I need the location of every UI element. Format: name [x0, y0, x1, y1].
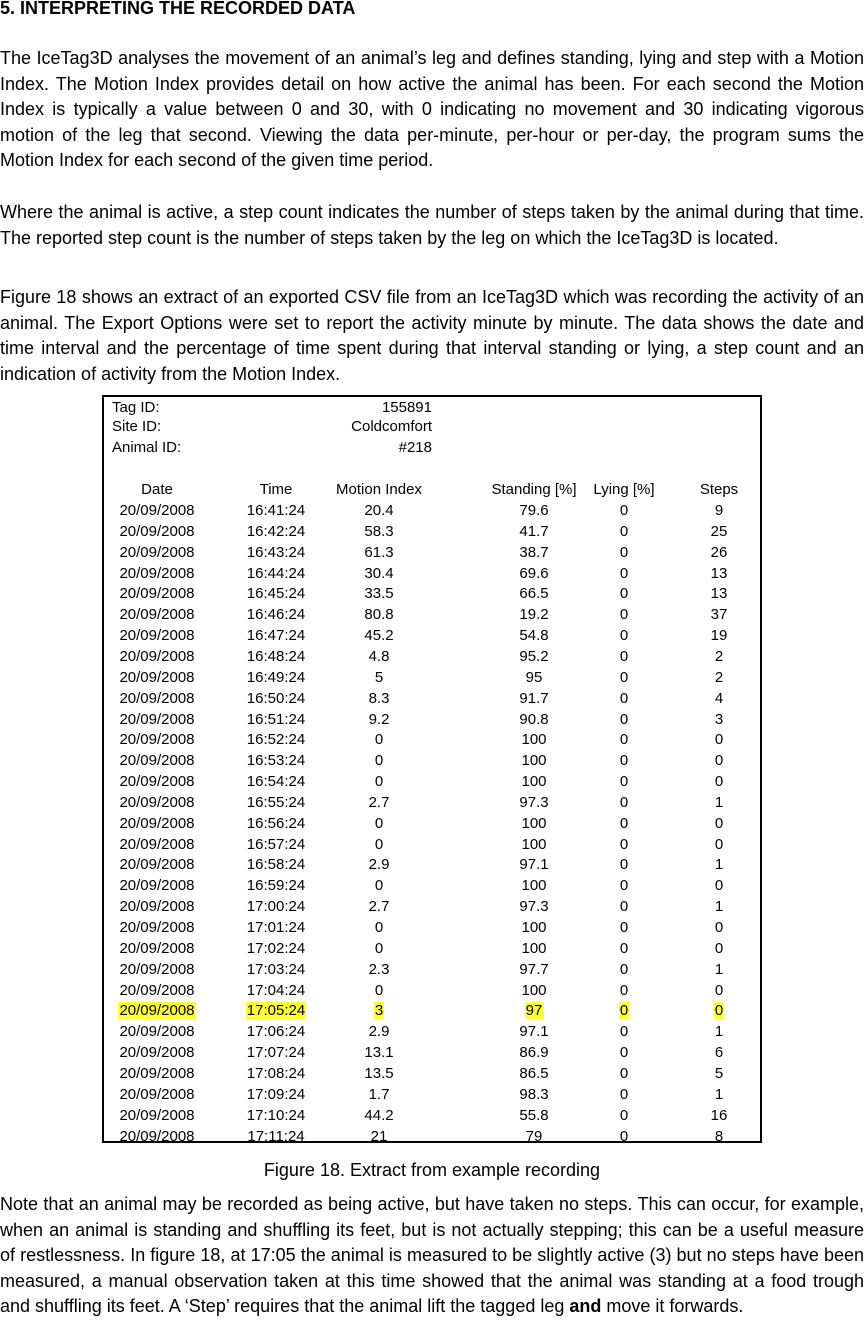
table-row: [104, 959, 760, 980]
cell-time: 17:07:24: [246, 1044, 306, 1062]
cell-motion-index: 21: [370, 1127, 388, 1145]
cell-standing: 100: [521, 939, 547, 957]
table-row: [104, 604, 760, 625]
table-row: [104, 938, 760, 959]
table-row: [104, 792, 760, 813]
paragraph-step-count: Where the animal is active, a step count indicates the number of steps taken by the animal during that time. The reported step count is the number of steps taken by the leg on which the IceTag3D is located.: [0, 202, 864, 248]
cell-lying: 0: [619, 585, 629, 603]
cell-time: 16:47:24: [246, 627, 306, 645]
cell-time: 17:11:24: [247, 1127, 305, 1145]
cell-steps: 6: [714, 1044, 724, 1062]
cell-lying: 0: [619, 773, 629, 791]
cell-date: 20/09/2008: [119, 981, 195, 999]
meta-label: Animal ID:: [112, 439, 182, 456]
cell-standing: 97.1: [519, 1023, 549, 1041]
cell-motion-index: 20.4: [364, 502, 394, 519]
cell-motion-index: 2.9: [368, 856, 390, 874]
cell-date: 20/09/2008: [119, 814, 195, 832]
cell-standing: 55.8: [519, 1106, 549, 1124]
cell-time: 16:54:24: [246, 773, 306, 791]
cell-date: 20/09/2008: [119, 960, 195, 978]
table-row: [104, 1021, 760, 1042]
cell-motion-index: 0: [374, 919, 384, 936]
cell-steps: 0: [714, 773, 724, 791]
cell-steps: 1: [714, 1023, 724, 1041]
cell-motion-index: 1.7: [368, 1085, 390, 1103]
cell-date: 20/09/2008: [119, 1064, 195, 1082]
cell-motion-index: 80.8: [364, 606, 394, 624]
cell-motion-index: 0: [374, 752, 384, 770]
cell-steps: 19: [710, 627, 728, 645]
cell-lying: 0: [619, 793, 629, 811]
cell-motion-index: 0: [374, 773, 384, 791]
cell-time: 16:41:24: [246, 502, 306, 519]
table-row: [104, 917, 760, 938]
paragraph-note: [0, 1192, 864, 1320]
table-row: [104, 709, 760, 730]
table-row: [104, 625, 760, 646]
cell-date: 20/09/2008: [119, 773, 195, 791]
cell-standing: 66.5: [519, 585, 549, 603]
cell-time: 16:56:24: [246, 814, 306, 832]
table-row: [104, 980, 760, 1001]
table-row: [104, 1000, 760, 1021]
cell-lying: 0: [619, 1106, 629, 1124]
cell-time: [234, 1000, 318, 1021]
cell-lying: 0: [619, 668, 629, 686]
cell-time: 16:49:24: [246, 668, 306, 686]
cell-standing: 100: [521, 835, 547, 853]
cell-time: 17:08:24: [246, 1064, 306, 1082]
cell-date: 20/09/2008: [119, 647, 195, 665]
cell-date: 20/09/2008: [119, 1085, 195, 1103]
cell-time: 17:02:24: [246, 939, 306, 957]
note-text-end: move it forwards.: [601, 1296, 744, 1316]
cell-lying: 0: [619, 502, 629, 519]
cell-time: 16:43:24: [246, 543, 306, 561]
cell-date: 20/09/2008: [119, 731, 195, 749]
table-row: [104, 563, 760, 584]
cell-standing: 100: [521, 981, 547, 999]
cell-time: 16:46:24: [246, 606, 306, 624]
cell-motion-index: 33.5: [364, 585, 394, 603]
cell-standing: 100: [521, 773, 547, 791]
cell-date: 20/09/2008: [119, 543, 195, 561]
cell-steps: 1: [714, 1085, 724, 1103]
cell-date: 20/09/2008: [119, 835, 195, 853]
highlight-mark: 3: [374, 1002, 384, 1020]
table-row: [104, 1084, 760, 1105]
cell-standing: 86.9: [519, 1044, 549, 1062]
highlight-mark: 0: [619, 1002, 629, 1020]
cell-motion-index: 2.9: [368, 1023, 390, 1041]
cell-steps: 1: [714, 960, 724, 978]
cell-motion-index: 8.3: [368, 689, 390, 707]
cell-time: 17:01:24: [246, 919, 306, 936]
cell-date: 20/09/2008: [119, 856, 195, 874]
cell-time: 16:51:24: [246, 710, 306, 728]
cell-standing: 100: [521, 731, 547, 749]
cell-motion-index: 2.7: [368, 793, 390, 811]
paragraph-motion-index: The IceTag3D analyses the movement of an animal’s leg and defines standing, lying and step with a Motion Index. The Motion Index provides detail on how active the animal has been. For each second the Motion Index is typically a value between 0 and 30, with 0 indicating no movement and 30 indicating vigorous motion of the leg that second. Viewing the data per-minute, per-hour or per-day, the program sums the Motion Index for each second of the given time period.: [0, 48, 864, 170]
cell-lying: 0: [619, 898, 629, 916]
table-row: [104, 542, 760, 563]
cell-time: 17:09:24: [246, 1085, 306, 1103]
cell-motion-index: 0: [374, 835, 384, 853]
cell-time: 16:59:24: [246, 877, 306, 895]
cell-lying: 0: [619, 731, 629, 749]
cell-steps: 0: [714, 814, 724, 832]
table-row: [104, 1063, 760, 1084]
cell-steps: 13: [710, 564, 728, 582]
table-row: [104, 688, 760, 709]
cell-lying: 0: [619, 564, 629, 582]
cell-lying: 0: [619, 627, 629, 645]
cell-steps: 16: [710, 1106, 728, 1124]
cell-lying: 0: [619, 647, 629, 665]
column-header-motion-index: Motion Index: [336, 481, 422, 498]
cell-time: 17:06:24: [246, 1023, 306, 1041]
cell-date: 20/09/2008: [119, 668, 195, 686]
cell-standing: 95: [525, 668, 543, 686]
cell-steps: 8: [714, 1127, 724, 1145]
cell-date: 20/09/2008: [119, 710, 195, 728]
table-row: [104, 750, 760, 771]
cell-time: 16:42:24: [246, 522, 306, 540]
table-row: [104, 1042, 760, 1063]
cell-motion-index: 4.8: [368, 647, 390, 665]
figure-data-table: [102, 395, 762, 1143]
cell-standing: 97.3: [519, 898, 549, 916]
column-header-steps: Steps: [699, 481, 739, 498]
cell-date: 20/09/2008: [119, 689, 195, 707]
cell-motion-index: 13.1: [364, 1044, 394, 1062]
cell-steps: [674, 1000, 764, 1021]
cell-lying: 0: [619, 1085, 629, 1103]
cell-time: 16:53:24: [246, 752, 306, 770]
cell-date: 20/09/2008: [119, 502, 195, 519]
cell-standing: 98.3: [519, 1085, 549, 1103]
cell-date: 20/09/2008: [119, 877, 195, 895]
column-header-standing: Standing [%]: [491, 481, 577, 498]
cell-date: [112, 1000, 202, 1021]
cell-date: 20/09/2008: [119, 793, 195, 811]
cell-standing: 100: [521, 919, 547, 936]
cell-motion-index: 58.3: [364, 522, 394, 540]
cell-lying: 0: [619, 1127, 629, 1145]
table-row: [104, 667, 760, 688]
cell-motion-index: 5: [374, 668, 384, 686]
cell-lying: 0: [619, 752, 629, 770]
cell-steps: 0: [714, 919, 724, 936]
cell-steps: 2: [714, 647, 724, 665]
cell-standing: 91.7: [519, 689, 549, 707]
cell-date: 20/09/2008: [119, 627, 195, 645]
cell-steps: 26: [710, 543, 728, 561]
cell-lying: 0: [619, 1044, 629, 1062]
cell-standing: 97.7: [519, 960, 549, 978]
cell-date: 20/09/2008: [119, 564, 195, 582]
cell-steps: 1: [714, 793, 724, 811]
cell-lying: 0: [619, 606, 629, 624]
cell-steps: 3: [714, 710, 724, 728]
highlight-mark: 97: [525, 1002, 543, 1020]
cell-time: 16:44:24: [246, 564, 306, 582]
meta-value: 155891: [381, 399, 432, 416]
cell-motion-index: 44.2: [364, 1106, 394, 1124]
cell-time: 16:48:24: [246, 647, 306, 665]
cell-motion-index: 61.3: [364, 543, 394, 561]
cell-lying: 0: [619, 835, 629, 853]
table-row: [104, 521, 760, 542]
cell-steps: 25: [710, 522, 728, 540]
cell-motion-index: 13.5: [364, 1064, 394, 1082]
cell-time: 16:57:24: [246, 835, 306, 853]
cell-steps: 0: [714, 835, 724, 853]
meta-label: Tag ID:: [112, 399, 160, 416]
table-row: [104, 500, 760, 521]
cell-date: 20/09/2008: [119, 752, 195, 770]
cell-date: 20/09/2008: [119, 1106, 195, 1124]
meta-value: Coldcomfort: [351, 418, 432, 435]
meta-value: #218: [398, 439, 432, 456]
column-header-time: Time: [259, 481, 293, 498]
table-row: [104, 813, 760, 834]
column-header-date: Date: [141, 481, 173, 498]
cell-steps: 1: [714, 856, 724, 874]
cell-lying: 0: [619, 981, 629, 999]
highlight-mark: 0: [714, 1002, 724, 1020]
highlight-mark: 20/09/2008: [119, 1002, 195, 1020]
cell-motion-index: 9.2: [368, 710, 390, 728]
cell-standing: 69.6: [519, 564, 549, 582]
cell-time: 16:52:24: [246, 731, 306, 749]
cell-steps: 0: [714, 731, 724, 749]
table-header: [104, 479, 760, 500]
cell-time: 17:04:24: [246, 981, 306, 999]
cell-motion-index: 45.2: [364, 627, 394, 645]
table-row: [104, 1126, 760, 1147]
cell-motion-index: 0: [374, 877, 384, 895]
cell-time: 16:55:24: [246, 793, 306, 811]
cell-standing: 97.3: [519, 793, 549, 811]
cell-standing: 19.2: [519, 606, 549, 624]
cell-time: 16:50:24: [246, 689, 306, 707]
cell-date: 20/09/2008: [119, 585, 195, 603]
cell-motion-index: 0: [374, 731, 384, 749]
note-text: Note that an animal may be recorded as being active, but have taken no steps. This can occur, for example, when an animal is standing and shuffling its feet, but is not actually stepping; this can be a useful measure of restlessness. In figure 18, at 17:05 the animal is measured to be slightly active (3) but no steps have been measured, a manual observation taken at this time showed that the animal was standing at a food trough and shuffling its feet. A ‘Step’ requires that the animal lift the tagged leg: [0, 1194, 864, 1316]
cell-lying: 0: [619, 543, 629, 561]
cell-standing: 90.8: [519, 710, 549, 728]
meta-animal-id: [112, 437, 432, 459]
cell-date: 20/09/2008: [119, 606, 195, 624]
cell-standing: 100: [521, 877, 547, 895]
cell-lying: 0: [619, 522, 629, 540]
cell-motion-index: 0: [374, 939, 384, 957]
cell-standing: 79: [525, 1127, 543, 1145]
cell-steps: 0: [714, 981, 724, 999]
cell-lying: 0: [619, 1064, 629, 1082]
cell-time: 17:03:24: [246, 960, 306, 978]
paragraph-figure-intro: Figure 18 shows an extract of an exported CSV file from an IceTag3D which was recording the activity of an animal. The Export Options were set to report the activity minute by minute. The data shows the date and time interval and the percentage of time spent during that interval standing or lying, a step count and an indication of activity from the Motion Index.: [0, 287, 864, 384]
cell-standing: 41.7: [519, 522, 549, 540]
table-row: [104, 854, 760, 875]
cell-steps: 2: [714, 668, 724, 686]
cell-standing: 95.2: [519, 647, 549, 665]
meta-label: Site ID:: [112, 418, 162, 435]
cell-lying: 0: [619, 1023, 629, 1041]
cell-lying: 0: [619, 877, 629, 895]
cell-steps: 9: [714, 502, 724, 519]
cell-date: 20/09/2008: [119, 522, 195, 540]
cell-lying: 0: [619, 919, 629, 936]
cell-lying: 0: [619, 960, 629, 978]
cell-steps: 5: [714, 1064, 724, 1082]
cell-date: 20/09/2008: [119, 919, 195, 936]
table-row: [104, 771, 760, 792]
cell-date: 20/09/2008: [119, 939, 195, 957]
cell-standing: 38.7: [519, 543, 549, 561]
cell-time: 17:00:24: [246, 898, 306, 916]
cell-standing: 100: [521, 814, 547, 832]
cell-steps: 13: [710, 585, 728, 603]
cell-standing: 100: [521, 752, 547, 770]
cell-motion-index: 0: [374, 814, 384, 832]
table-row: [104, 729, 760, 750]
section-heading: 5. INTERPRETING THE RECORDED DATA: [0, 0, 356, 18]
table-row: [104, 896, 760, 917]
cell-motion-index: 2.3: [368, 960, 390, 978]
cell-steps: 0: [714, 752, 724, 770]
table-row: [104, 834, 760, 855]
cell-standing: 86.5: [519, 1064, 549, 1082]
cell-lying: 0: [619, 939, 629, 957]
cell-steps: 0: [714, 939, 724, 957]
cell-steps: 0: [714, 877, 724, 895]
cell-steps: 37: [710, 606, 728, 624]
cell-steps: 4: [714, 689, 724, 707]
table-row: [104, 646, 760, 667]
cell-lying: 0: [619, 710, 629, 728]
cell-time: 16:58:24: [246, 856, 306, 874]
cell-motion-index: 0: [374, 981, 384, 999]
cell-standing: 54.8: [519, 627, 549, 645]
cell-date: 20/09/2008: [119, 898, 195, 916]
table-row: [104, 875, 760, 896]
table-row: [104, 1105, 760, 1126]
cell-motion-index: [324, 1000, 434, 1021]
cell-lying: [574, 1000, 674, 1021]
cell-lying: 0: [619, 689, 629, 707]
cell-time: 16:45:24: [246, 585, 306, 603]
cell-lying: 0: [619, 856, 629, 874]
meta-site-id: [112, 416, 432, 438]
cell-date: 20/09/2008: [119, 1127, 195, 1145]
table-row: [104, 583, 760, 604]
cell-date: 20/09/2008: [119, 1044, 195, 1062]
column-header-lying: Lying [%]: [593, 481, 655, 498]
cell-lying: 0: [619, 814, 629, 832]
cell-standing: 79.6: [519, 502, 549, 519]
cell-date: 20/09/2008: [119, 1023, 195, 1041]
cell-steps: 1: [714, 898, 724, 916]
cell-motion-index: 30.4: [364, 564, 394, 582]
cell-time: 17:10:24: [246, 1106, 306, 1124]
note-bold-text: and: [569, 1296, 602, 1316]
cell-motion-index: 2.7: [368, 898, 390, 916]
highlight-mark: 17:05:24: [246, 1002, 306, 1020]
figure-caption: Figure 18. Extract from example recording: [263, 1160, 601, 1180]
cell-standing: 97.1: [519, 856, 549, 874]
